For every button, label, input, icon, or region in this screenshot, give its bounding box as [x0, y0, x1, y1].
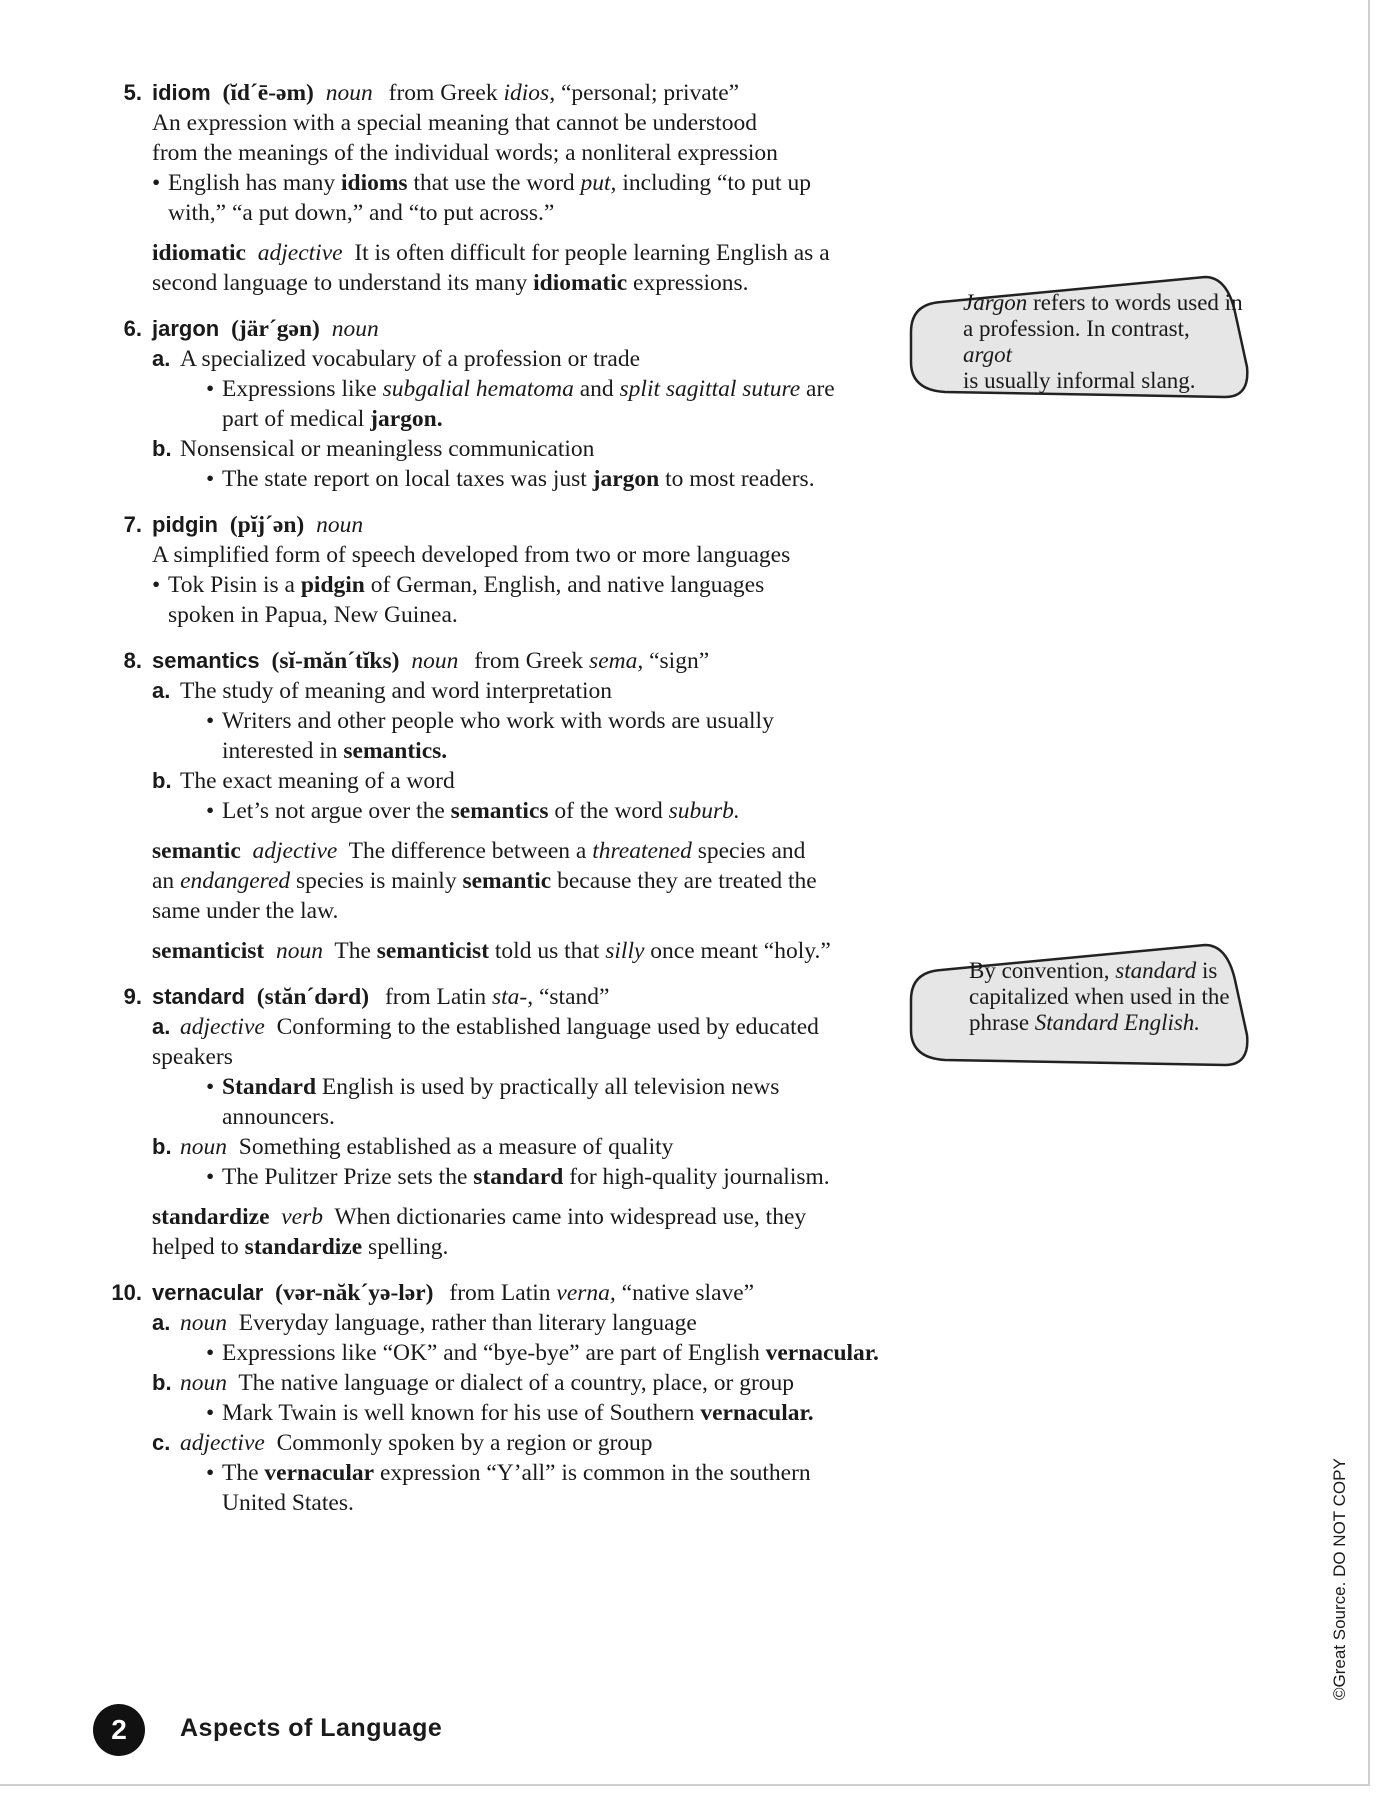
entry-idiom — [100, 78, 880, 298]
glossary-content — [100, 78, 880, 1534]
entry-number: 5. — [123, 80, 142, 105]
example-sentence: • English has many idioms that use the word put, including “to put up with,” “a put down,” and “to put across.” — [152, 170, 811, 226]
headword: standard — [152, 984, 245, 1009]
etymology: from Greek idios, “personal; private” — [388, 80, 740, 106]
sense-b: b. The exact meaning of a word • Let’s not argue over the semantics of the word suburb. — [152, 766, 880, 826]
entry-number: 6. — [123, 316, 142, 341]
entry-number: 7. — [123, 512, 142, 537]
example-sentence: • Let’s not argue over the semantics of the word suburb. — [206, 798, 740, 824]
etymology: from Latin sta-, “stand” — [384, 984, 610, 1010]
side-note-jargon — [905, 272, 1250, 393]
pronunciation: (jär´gən) — [231, 316, 320, 342]
sense-b: b. noun Something established as a measure of quality • The Pulitzer Prize sets the standard for high-quality journalism. — [152, 1132, 880, 1192]
pronunciation: (sĭ-măn´tĭks) — [271, 648, 400, 674]
headword: pidgin — [152, 512, 218, 537]
bullet: • — [206, 376, 215, 402]
derived-form: semantic adjective The difference between a threatened species and an endangered species is mainly semantic because they are treated the same under the law. — [152, 838, 817, 924]
page-edge — [1368, 0, 1370, 1785]
note-text: By convention, standard is capitalized when used in the phrase Standard English. — [969, 958, 1230, 1035]
sense-b: b. noun The native language or dialect of a country, place, or group • Mark Twain is well known for his use of Southern vernacular. — [152, 1368, 880, 1428]
sense-a: a. The study of meaning and word interpretation • Writers and other people who work with words are usually interested in semantics. — [152, 676, 880, 766]
derived-form: idiomatic adjective It is often difficult for people learning English as a second language to understand its many idiomatic expressions. — [152, 240, 830, 296]
definition: The study of meaning and word interpretation — [180, 678, 613, 704]
part-of-speech: noun — [411, 648, 459, 674]
page-edge — [0, 1784, 1370, 1786]
headword: jargon — [152, 316, 220, 341]
bullet: • — [206, 1340, 215, 1366]
entry-semantics — [100, 646, 880, 966]
entry-number: 10. — [111, 1280, 142, 1305]
sense-a: a. noun Everyday language, rather than literary language • Expressions like “OK” and “bye-bye” are part of English vernacular. — [152, 1310, 879, 1366]
example-sentence: • Writers and other people who work with words are usually interested in semantics. — [206, 708, 774, 764]
bullet: • — [152, 170, 161, 196]
sense-a: a. adjective Conforming to the established language used by educated — [152, 1014, 819, 1040]
bullet: • — [206, 466, 215, 492]
entry-jargon — [100, 314, 880, 494]
example-sentence: • Expressions like subgalial hematoma and split sagittal suture are part of medical jargon. — [206, 376, 835, 432]
etymology: from Greek sema, “sign” — [474, 648, 710, 674]
bullet: • — [206, 1164, 215, 1190]
entry-pidgin — [100, 510, 880, 630]
example-sentence: • Expressions like “OK” and “bye-bye” are part of English vernacular. — [206, 1340, 879, 1366]
part-of-speech: noun — [316, 512, 364, 538]
example-sentence: • Mark Twain is well known for his use of Southern vernacular. — [206, 1400, 814, 1426]
bullet: • — [152, 572, 161, 598]
bullet: • — [206, 798, 215, 824]
side-note-standard — [905, 940, 1250, 1044]
derived-form: semanticist noun The semanticist told us that silly once meant “holy.” — [152, 938, 831, 964]
sense-a: a. A specialized vocabulary of a profession or trade • Expressions like subgalial hematoma and split sagittal suture are part of medical jargon. — [152, 344, 880, 434]
copyright-notice: ©Great Source. DO NOT COPY — [1330, 1458, 1349, 1700]
part-of-speech: noun — [325, 80, 373, 106]
pronunciation: (pĭj´ən) — [229, 512, 305, 538]
derived-form: standardize verb When dictionaries came into widespread use, they helped to standardize spelling. — [152, 1204, 807, 1260]
definition: Nonsensical or meaningless communication — [180, 436, 595, 462]
definition: A simplified form of speech developed from two or more languages — [152, 542, 791, 568]
bullet: • — [206, 1460, 215, 1486]
pronunciation: (stăn´dərd) — [256, 984, 370, 1010]
entry-number: 8. — [123, 648, 142, 673]
pronunciation: (vər-năk´yə-lər) — [275, 1280, 434, 1306]
example-sentence: • The vernacular expression “Y’all” is common in the southern United States. — [206, 1460, 811, 1516]
definition: An expression with a special meaning that cannot be understood — [152, 110, 757, 136]
sense-b: b. Nonsensical or meaningless communication • The state report on local taxes was just jargon to most readers. — [152, 434, 880, 494]
sense-a-example — [152, 1072, 880, 1132]
bullet: • — [206, 1074, 215, 1100]
headword: idiom — [152, 80, 211, 105]
pronunciation: (ĭd´ē-əm) — [222, 80, 314, 106]
example-sentence: • The Pulitzer Prize sets the standard for high-quality journalism. — [206, 1164, 830, 1190]
definition: The exact meaning of a word — [180, 768, 455, 794]
page-number: 2 — [93, 1704, 145, 1756]
headword: semantics — [152, 648, 260, 673]
definition: speakers — [152, 1044, 233, 1070]
footer-title: Aspects of Language — [180, 1714, 443, 1742]
definition: from the meanings of the individual words; a nonliteral expression — [152, 140, 778, 166]
bullet: • — [206, 1400, 215, 1426]
entry-standard — [100, 982, 880, 1262]
part-of-speech: noun — [331, 316, 379, 342]
definition: A specialized vocabulary of a profession or trade — [180, 346, 641, 372]
sense-c: c. adjective Commonly spoken by a region or group • The vernacular expression “Y’all” is common in the southern United States. — [152, 1428, 880, 1518]
bullet: • — [206, 708, 215, 734]
etymology: from Latin verna, “native slave” — [449, 1280, 755, 1306]
example-sentence: • Tok Pisin is a pidgin of German, English, and native languages spoken in Papua, New Guinea. — [152, 572, 765, 628]
note-text: Jargon refers to words used in a profession. In contrast, argot is usually informal slang. — [963, 290, 1243, 393]
example-sentence: • The state report on local taxes was just jargon to most readers. — [206, 466, 815, 492]
example-sentence: • Standard English is used by practically all television news announcers. — [206, 1074, 780, 1130]
headword: vernacular — [152, 1280, 264, 1305]
entry-number: 9. — [123, 984, 142, 1009]
entry-vernacular — [100, 1278, 880, 1518]
